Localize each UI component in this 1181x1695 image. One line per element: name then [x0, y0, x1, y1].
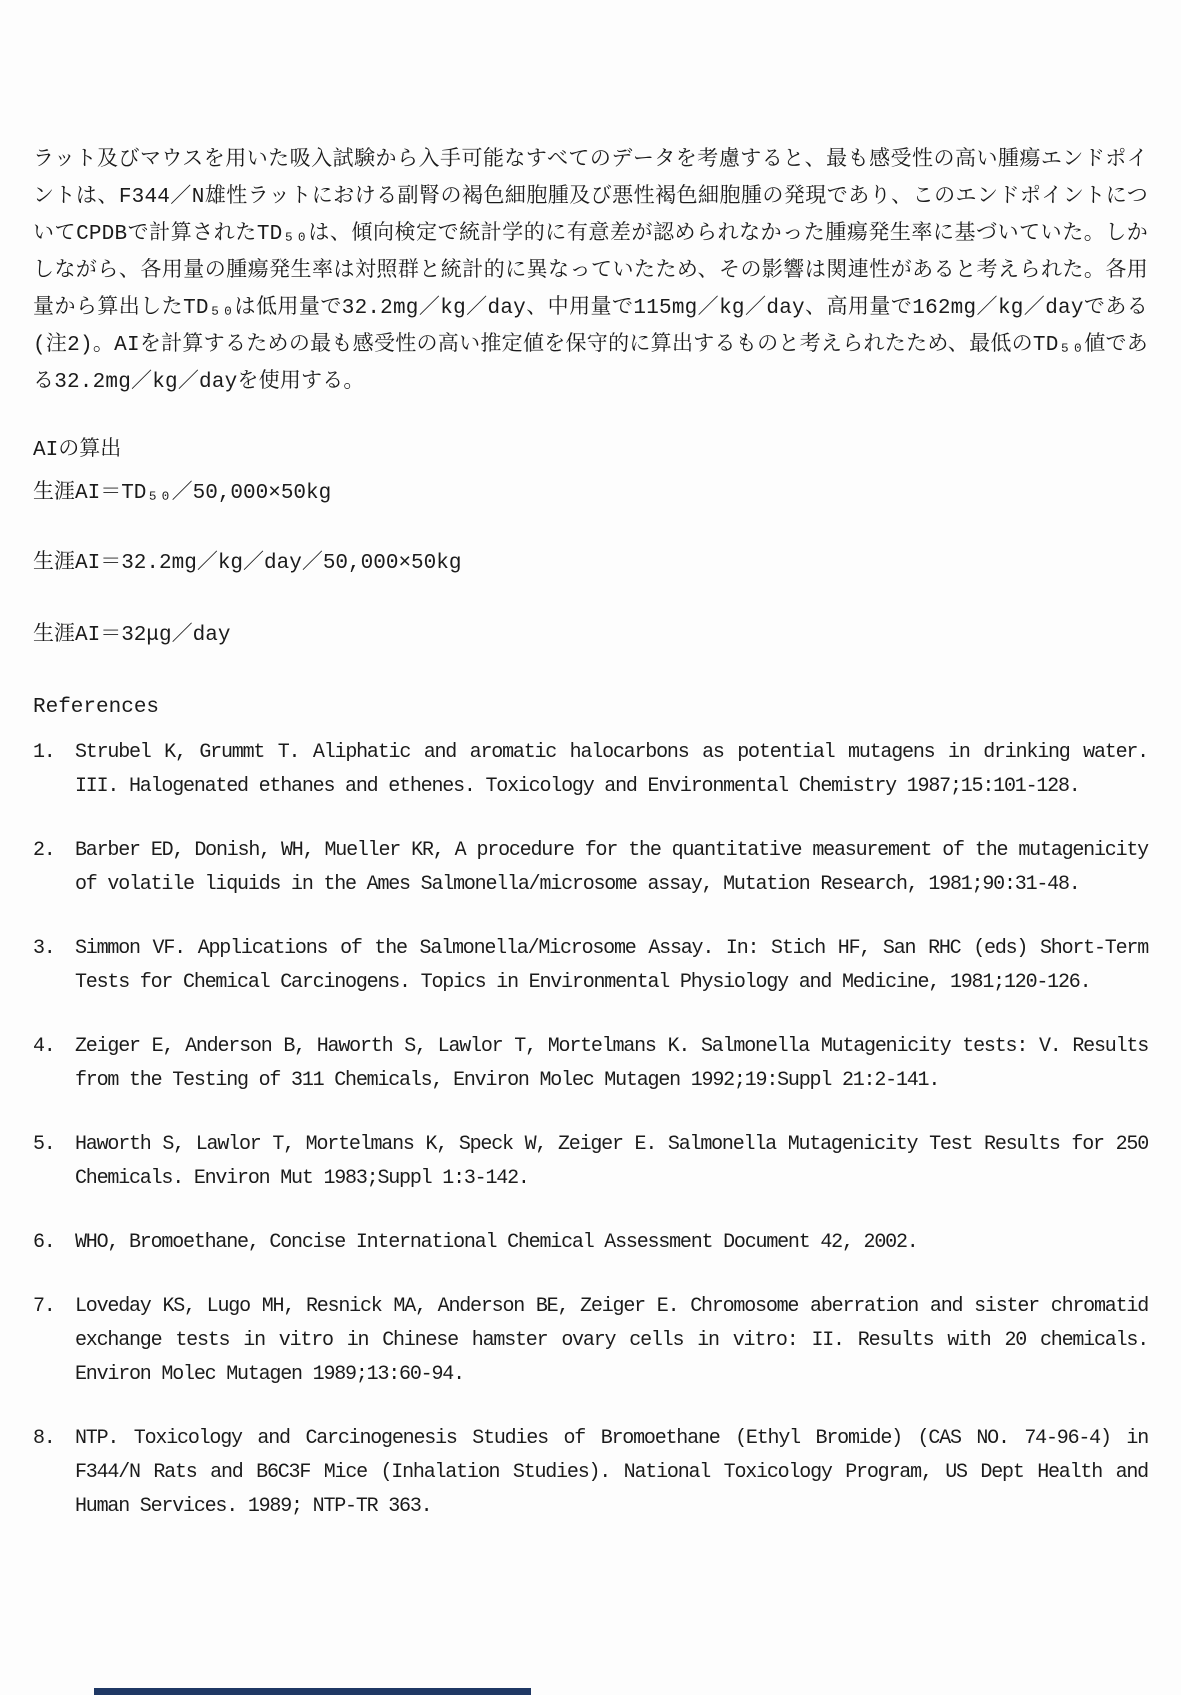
reference-number: 6.	[33, 1231, 55, 1254]
reference-item-2	[33, 834, 1148, 902]
reference-item-8	[33, 1422, 1148, 1524]
reference-text: WHO, Bromoethane, Concise International Chemical Assessment Document 42, 2002.	[75, 1231, 918, 1254]
reference-text: Simmon VF. Applications of the Salmonella/Microsome Assay. In: Stich HF, San RHC (eds) Short-Term Tests for Chemical Carcinogens. Topics in Environmental Physiology and Medicine, 1981;120-126.	[75, 937, 1148, 994]
main-paragraph: ラット及びマウスを用いた吸入試験から入手可能なすべてのデータを考慮すると、最も感受性の高い腫瘍エンドポイントは、F344／N雄性ラットにおける副腎の褐色細胞腫及び悪性褐色細胞腫の発現であり、このエンドポイントについてCPDBで計算されたTD₅₀は、傾向検定で統計学的に有意差が認められなかった腫瘍発生率に基づいていた。しかしながら、各用量の腫瘍発生率は対照群と統計的に異なっていたため、その影響は関連性があると考えられた。各用量から算出したTD₅₀は低用量で32.2mg／kg／day、中用量で115mg／kg／day、高用量で162mg／kg／dayである(注2)。AIを計算するための最も感受性の高い推定値を保守的に算出するものと考えられたため、最低のTD₅₀値である32.2mg／kg／dayを使用する。	[33, 149, 1148, 394]
lifetime-ai-formula-substituted: 生涯AI＝32.2mg／kg／day／50,000×50kg	[33, 552, 462, 575]
reference-number: 4.	[33, 1035, 55, 1058]
reference-number: 3.	[33, 937, 55, 960]
reference-list	[33, 736, 1148, 1524]
reference-text: Barber ED, Donish, WH, Mueller KR, A procedure for the quantitative measurement of the mutagenicity of volatile liquids in the Ames Salmonella/microsome assay, Mutation Research, 1981;90:31-48.	[75, 839, 1148, 896]
lifetime-ai-formula-general: 生涯AI＝TD₅₀／50,000×50kg	[33, 482, 332, 505]
references-heading: References	[33, 696, 160, 719]
reference-text: Loveday KS, Lugo MH, Resnick MA, Anderson BE, Zeiger E. Chromosome aberration and sister chromatid exchange tests in vitro in Chinese hamster ovary cells in vitro: II. Results with 20 chemicals. Environ Molec Mutagen 1989;13:60-94.	[75, 1295, 1148, 1386]
reference-text: NTP. Toxicology and Carcinogenesis Studies of Bromoethane (Ethyl Bromide) (CAS NO. 74-96-4) in F344/N Rats and B6C3F Mice (Inhalation Studies). National Toxicology Program, US Dept Health and Human Services. 1989; NTP-TR 363.	[75, 1427, 1148, 1518]
reference-item-1	[33, 736, 1148, 804]
reference-text: Zeiger E, Anderson B, Haworth S, Lawlor T, Mortelmans K. Salmonella Mutagenicity tests: V. Results from the Testing of 311 Chemicals, Environ Molec Mutagen 1992;19:Suppl 21:2-141.	[75, 1035, 1148, 1092]
reference-item-3	[33, 932, 1148, 1000]
reference-item-5	[33, 1128, 1148, 1196]
reference-number: 1.	[33, 741, 55, 764]
reference-number: 7.	[33, 1295, 55, 1318]
reference-item-7	[33, 1290, 1148, 1392]
reference-item-6	[33, 1226, 1148, 1260]
reference-number: 5.	[33, 1133, 55, 1156]
lifetime-ai-formula-result: 生涯AI＝32μg／day	[33, 624, 231, 647]
reference-number: 2.	[33, 839, 55, 862]
reference-text: Strubel K, Grummt T. Aliphatic and aromatic halocarbons as potential mutagens in drinking water. III. Halogenated ethanes and ethenes. Toxicology and Environmental Chemistry 1987;15:101-128.	[75, 741, 1148, 798]
reference-item-4	[33, 1030, 1148, 1098]
reference-number: 8.	[33, 1427, 55, 1450]
next-page-table-header-strip	[94, 1688, 531, 1695]
ai-calculation-heading: AIの算出	[33, 439, 122, 462]
reference-text: Haworth S, Lawlor T, Mortelmans K, Speck W, Zeiger E. Salmonella Mutagenicity Test Results for 250 Chemicals. Environ Mut 1983;Suppl 1:3-142.	[75, 1133, 1148, 1190]
